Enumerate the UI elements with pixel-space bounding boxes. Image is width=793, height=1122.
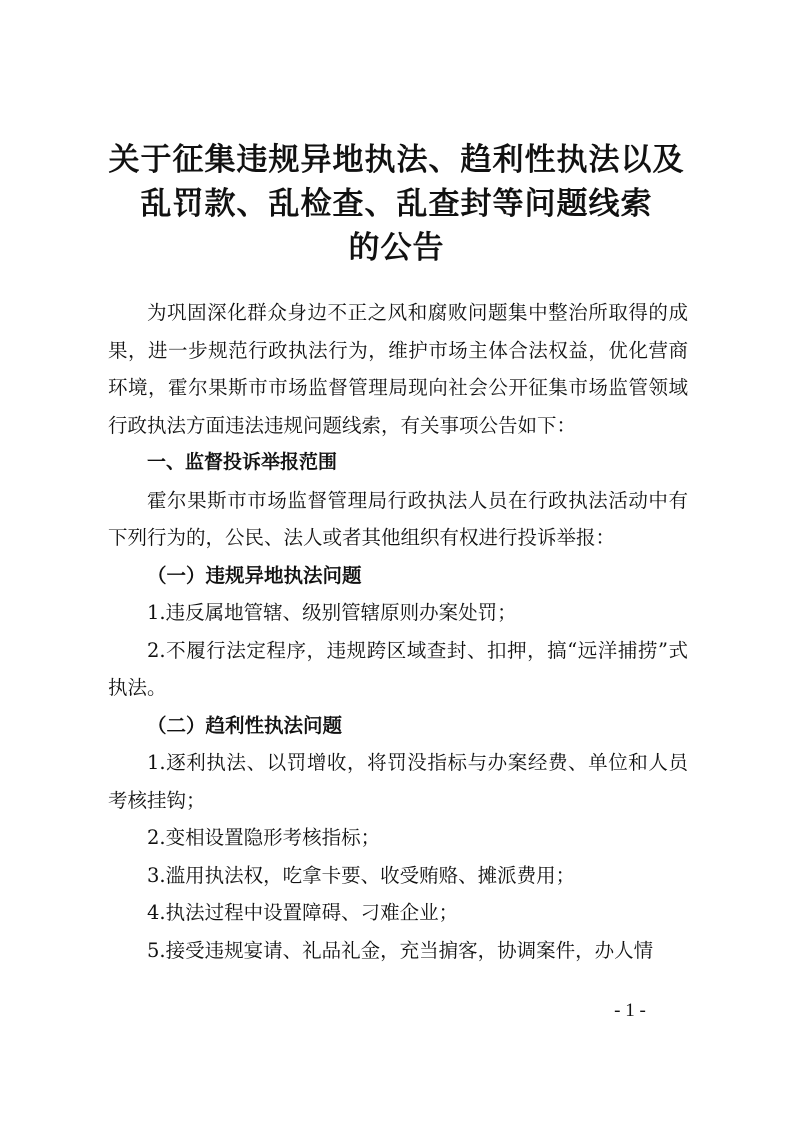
document-title xyxy=(96,138,697,270)
body-paragraph: 2.不履行法定程序，违规跨区域查封、扣押，搞“远洋捕捞”式执法。 xyxy=(108,638,688,699)
page-number: - 1 - xyxy=(614,1000,646,1021)
body-paragraph: 为巩固深化群众身边不正之风和腐败问题集中整治所取得的成果，进一步规范行政执法行为，维护市场主体合法权益，优化营商环境，霍尔果斯市市场监督管理局现向社会公开征集市场监管领域行政执法方面违法违规问题线索，有关事项公告如下： xyxy=(108,301,688,437)
title-line-2: 乱罚款、乱检查、乱查封等问题线索 xyxy=(140,186,653,222)
title-line-3: 的公告 xyxy=(348,230,445,266)
body-paragraph: 1.违反属地管辖、级别管辖原则办案处罚； xyxy=(147,601,517,624)
body-paragraph: 2.变相设置隐形考核指标； xyxy=(147,826,381,849)
body-paragraph: 5.接受违规宴请、礼品礼金，充当掮客，协调案件，办人情 xyxy=(147,938,654,962)
body-paragraph: 1.逐利执法、以罚增收，将罚没指标与办案经费、单位和人员考核挂钩； xyxy=(108,751,688,812)
section-heading: 一、监督投诉举报范围 xyxy=(147,451,338,473)
subsection-heading: （二）趋利性执法问题 xyxy=(147,713,343,737)
title-line-1: 关于征集违规异地执法、趋利性执法以及 xyxy=(108,142,685,178)
body-paragraph: 3.滥用执法权，吃拿卡要、收受贿赂、摊派费用； xyxy=(147,863,576,887)
document-body xyxy=(108,294,688,969)
body-paragraph: 4.执法过程中设置障碍、刁难企业； xyxy=(147,901,459,924)
subsection-heading: （一）违规异地执法问题 xyxy=(147,563,362,587)
body-paragraph: 霍尔果斯市市场监督管理局行政执法人员在行政执法活动中有下列行为的，公民、法人或者其他组织有权进行投诉举报： xyxy=(108,488,688,549)
